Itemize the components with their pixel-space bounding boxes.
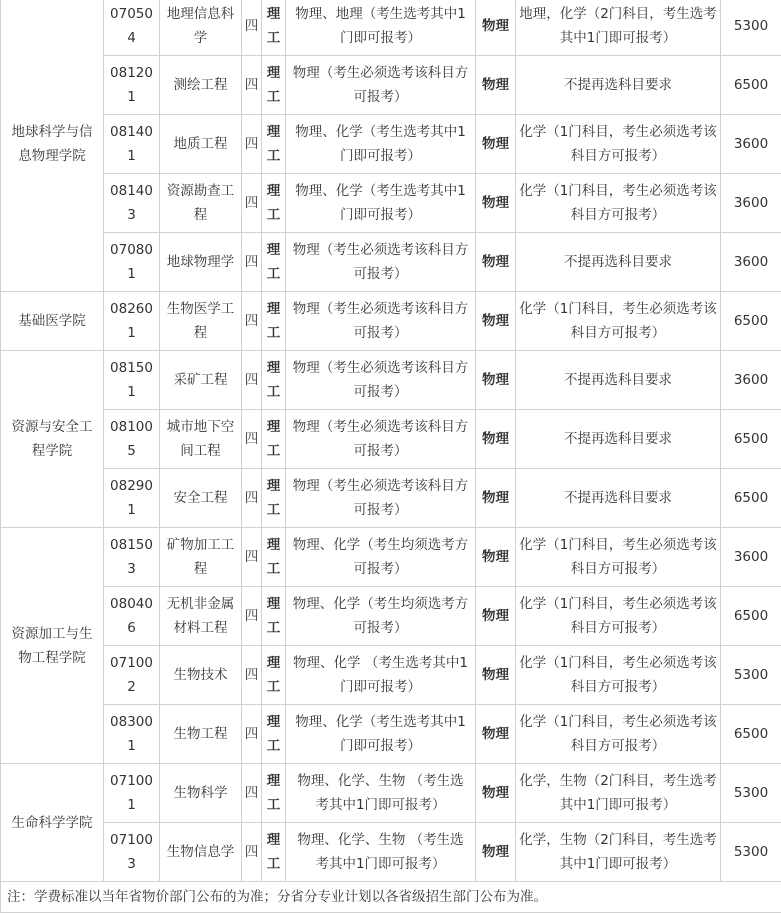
first-choice-subject: 物理 (476, 174, 516, 233)
major-code: 081201 (104, 56, 160, 115)
subject-category: 理工 (262, 174, 286, 233)
tuition-fee: 6500 (721, 705, 781, 764)
college-name: 基础医学院 (1, 292, 104, 351)
first-choice-subject: 物理 (476, 115, 516, 174)
table-row (1, 0, 781, 56)
table-row (1, 115, 781, 174)
tuition-fee: 3600 (721, 528, 781, 587)
major-name: 地理信息科学 (160, 0, 242, 56)
subject-requirement: 物理、化学（考生选考其中1门即可报考） (286, 174, 476, 233)
study-years: 四 (242, 823, 262, 882)
major-name: 生物工程 (160, 705, 242, 764)
re-select-requirement: 不提再选科目要求 (516, 410, 721, 469)
table-row (1, 764, 781, 823)
table-row (1, 469, 781, 528)
table-row (1, 528, 781, 587)
table-row (1, 410, 781, 469)
re-select-requirement: 地理，化学（2门科目，考生选考其中1门即可报考） (516, 0, 721, 56)
first-choice-subject: 物理 (476, 0, 516, 56)
major-code: 081503 (104, 528, 160, 587)
subject-category: 理工 (262, 56, 286, 115)
major-code: 071002 (104, 646, 160, 705)
subject-category: 理工 (262, 646, 286, 705)
first-choice-subject: 物理 (476, 528, 516, 587)
table-row (1, 823, 781, 882)
first-choice-subject: 物理 (476, 233, 516, 292)
table-row (1, 174, 781, 233)
footnote: 注：学费标准以当年省物价部门公布的为准；分省分专业计划以各省级招生部门公布为准。 (1, 882, 781, 913)
college-name: 资源与安全工程学院 (1, 351, 104, 528)
subject-category: 理工 (262, 292, 286, 351)
re-select-requirement: 化学，生物（2门科目，考生选考其中1门即可报考） (516, 764, 721, 823)
subject-requirement: 物理、化学 （考生选考其中1门即可报考） (286, 646, 476, 705)
subject-requirement: 物理、化学（考生选考其中1门即可报考） (286, 705, 476, 764)
study-years: 四 (242, 528, 262, 587)
major-name: 生物科学 (160, 764, 242, 823)
first-choice-subject: 物理 (476, 705, 516, 764)
study-years: 四 (242, 292, 262, 351)
major-name: 矿物加工工程 (160, 528, 242, 587)
subject-category: 理工 (262, 233, 286, 292)
first-choice-subject: 物理 (476, 646, 516, 705)
re-select-requirement: 不提再选科目要求 (516, 233, 721, 292)
tuition-fee: 6500 (721, 56, 781, 115)
re-select-requirement: 化学（1门科目，考生必须选考该科目方可报考） (516, 646, 721, 705)
major-code: 082901 (104, 469, 160, 528)
subject-requirement: 物理（考生必须选考该科目方可报考） (286, 469, 476, 528)
subject-requirement: 物理、化学（考生选考其中1门即可报考） (286, 115, 476, 174)
table-row (1, 292, 781, 351)
re-select-requirement: 化学（1门科目，考生必须选考该科目方可报考） (516, 587, 721, 646)
first-choice-subject: 物理 (476, 56, 516, 115)
first-choice-subject: 物理 (476, 823, 516, 882)
tuition-fee: 6500 (721, 469, 781, 528)
study-years: 四 (242, 233, 262, 292)
major-name: 测绘工程 (160, 56, 242, 115)
major-code: 070801 (104, 233, 160, 292)
first-choice-subject: 物理 (476, 587, 516, 646)
note-row (1, 882, 781, 913)
major-name: 城市地下空间工程 (160, 410, 242, 469)
major-code: 081401 (104, 115, 160, 174)
first-choice-subject: 物理 (476, 410, 516, 469)
subject-category: 理工 (262, 115, 286, 174)
study-years: 四 (242, 705, 262, 764)
major-name: 生物技术 (160, 646, 242, 705)
re-select-requirement: 化学，生物（2门科目，考生选考其中1门即可报考） (516, 823, 721, 882)
major-code: 082601 (104, 292, 160, 351)
subject-category: 理工 (262, 823, 286, 882)
study-years: 四 (242, 0, 262, 56)
major-name: 生物信息学 (160, 823, 242, 882)
subject-category: 理工 (262, 0, 286, 56)
subject-requirement: 物理、地理（考生选考其中1门即可报考） (286, 0, 476, 56)
first-choice-subject: 物理 (476, 764, 516, 823)
re-select-requirement: 化学（1门科目，考生必须选考该科目方可报考） (516, 174, 721, 233)
major-code: 081501 (104, 351, 160, 410)
study-years: 四 (242, 174, 262, 233)
first-choice-subject: 物理 (476, 469, 516, 528)
college-name: 资源加工与生物工程学院 (1, 528, 104, 764)
major-code: 080406 (104, 587, 160, 646)
table-row (1, 233, 781, 292)
major-name: 生物医学工程 (160, 292, 242, 351)
subject-category: 理工 (262, 410, 286, 469)
college-name: 地球科学与信息物理学院 (1, 0, 104, 292)
major-name: 资源勘查工程 (160, 174, 242, 233)
first-choice-subject: 物理 (476, 351, 516, 410)
subject-requirement: 物理、化学（考生均须选考方可报考） (286, 528, 476, 587)
subject-requirement: 物理、化学（考生均须选考方可报考） (286, 587, 476, 646)
tuition-fee: 5300 (721, 764, 781, 823)
study-years: 四 (242, 56, 262, 115)
tuition-fee: 6500 (721, 587, 781, 646)
tuition-fee: 3600 (721, 351, 781, 410)
tuition-fee: 6500 (721, 410, 781, 469)
subject-category: 理工 (262, 351, 286, 410)
table-row (1, 646, 781, 705)
study-years: 四 (242, 115, 262, 174)
major-code: 081005 (104, 410, 160, 469)
subject-requirement: 物理（考生必须选考该科目方可报考） (286, 292, 476, 351)
tuition-fee: 3600 (721, 233, 781, 292)
re-select-requirement: 化学（1门科目，考生必须选考该科目方可报考） (516, 528, 721, 587)
major-code: 071003 (104, 823, 160, 882)
table-row (1, 56, 781, 115)
re-select-requirement: 化学（1门科目，考生必须选考该科目方可报考） (516, 292, 721, 351)
major-name: 地球物理学 (160, 233, 242, 292)
subject-category: 理工 (262, 528, 286, 587)
tuition-fee: 5300 (721, 646, 781, 705)
tuition-fee: 6500 (721, 292, 781, 351)
subject-requirement: 物理（考生必须选考该科目方可报考） (286, 233, 476, 292)
major-name: 采矿工程 (160, 351, 242, 410)
study-years: 四 (242, 646, 262, 705)
re-select-requirement: 化学（1门科目，考生必须选考该科目方可报考） (516, 115, 721, 174)
table-row (1, 587, 781, 646)
major-code: 081403 (104, 174, 160, 233)
re-select-requirement: 不提再选科目要求 (516, 56, 721, 115)
table-row (1, 351, 781, 410)
subject-category: 理工 (262, 705, 286, 764)
study-years: 四 (242, 410, 262, 469)
re-select-requirement: 化学（1门科目，考生必须选考该科目方可报考） (516, 705, 721, 764)
re-select-requirement: 不提再选科目要求 (516, 351, 721, 410)
major-code: 071001 (104, 764, 160, 823)
subject-requirement: 物理（考生必须选考该科目方可报考） (286, 56, 476, 115)
study-years: 四 (242, 587, 262, 646)
study-years: 四 (242, 469, 262, 528)
tuition-fee: 3600 (721, 115, 781, 174)
major-code: 070504 (104, 0, 160, 56)
subject-requirement: 物理（考生必须选考该科目方可报考） (286, 410, 476, 469)
tuition-fee: 5300 (721, 0, 781, 56)
subject-category: 理工 (262, 764, 286, 823)
table-body (1, 0, 781, 913)
re-select-requirement: 不提再选科目要求 (516, 469, 721, 528)
tuition-fee: 5300 (721, 823, 781, 882)
study-years: 四 (242, 351, 262, 410)
study-years: 四 (242, 764, 262, 823)
first-choice-subject: 物理 (476, 292, 516, 351)
subject-category: 理工 (262, 469, 286, 528)
subject-requirement: 物理、化学、生物 （考生选考其中1门即可报考） (286, 823, 476, 882)
subject-category: 理工 (262, 587, 286, 646)
major-name: 安全工程 (160, 469, 242, 528)
college-name: 生命科学学院 (1, 764, 104, 882)
major-name: 地质工程 (160, 115, 242, 174)
subject-requirement: 物理（考生必须选考该科目方可报考） (286, 351, 476, 410)
tuition-fee: 3600 (721, 174, 781, 233)
major-name: 无机非金属材料工程 (160, 587, 242, 646)
subject-requirement: 物理、化学、生物 （考生选考其中1门即可报考） (286, 764, 476, 823)
major-code: 083001 (104, 705, 160, 764)
table-row (1, 705, 781, 764)
